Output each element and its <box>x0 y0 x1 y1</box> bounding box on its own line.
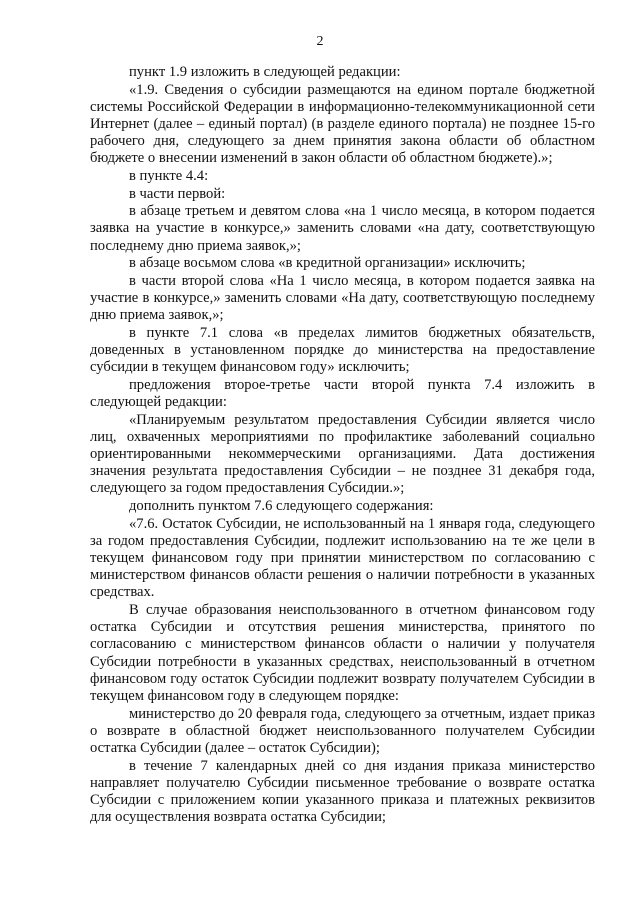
paragraph: в части первой: <box>129 185 226 202</box>
paragraph: «1.9. Сведения о субсидии размещаются на едином портале бюджетной системы Российской Федерации в информационно-телекоммуникационной сети Интернет (далее – единый портал) (в разделе единого портала) не позднее 15-го рабочего дня, следующего за днем принятия закона области об областном бюджете о внесении изменений в закон области об областном бюджете).»; <box>90 81 595 167</box>
document-body <box>90 64 595 827</box>
paragraph: в абзаце третьем и девятом слова «на 1 число месяца, в котором подается заявка на участие в конкурсе,» заменить словами «на дату, соответствующую последнему дню приема заявок,»; <box>90 203 595 254</box>
paragraph: В случае образования неиспользованного в отчетном финансовом году остатка Субсидии и отсутствия решения министерства, принятого по согласованию с министерством финансов области о наличии у получателя Субсидии потребности в указанных средствах, неиспользованный в отчетном финансовом году остаток Субсидии подлежит возврату получателем Субсидии в текущем финансовом году в следующем порядке: <box>90 601 595 704</box>
paragraph: предложения второе-третье части второй пункта 7.4 изложить в следующей редакции: <box>90 376 595 410</box>
paragraph: «Планируемым результатом предоставления Субсидии является число лиц, охваченных мероприятиями по профилактике заболеваний социально ориентированными некоммерческими организациями. Дата достижения значения результата предоставления Субсидии – не позднее 31 декабря года, следующего за годом предоставления Субсидии.»; <box>90 411 595 497</box>
page-number: 2 <box>316 34 324 49</box>
paragraph: в части второй слова «На 1 число месяца, в котором подается заявка на участие в конкурсе,» заменить словами «На дату, соответствующую последнему дню приема заявок,»; <box>90 272 595 324</box>
paragraph: пункт 1.9 изложить в следующей редакции: <box>129 64 401 80</box>
paragraph: в пункте 7.1 слова «в пределах лимитов бюджетных обязательств, доведенных в установленном порядке до министерства на предоставление субсидии в текущем финансовом году» исключить; <box>90 324 595 376</box>
paragraph: министерство до 20 февраля года, следующего за отчетным, издает приказ о возврате в областной бюджет неиспользованного получателем Субсидии остатка Субсидии (далее – остаток Субсидии); <box>90 705 595 756</box>
paragraph: в пункте 4.4: <box>129 168 209 184</box>
paragraph: «7.6. Остаток Субсидии, не использованный на 1 января года, следующего за годом предоставления Субсидии, подлежит использованию на те же цели в текущем финансовом году при принятии министерством по согласованию с министерством финансов области решения о наличии потребности в указанных средствах. <box>90 515 595 601</box>
paragraph: в течение 7 календарных дней со дня издания приказа министерство направляет получателю Субсидии письменное требование о возврате остатка Субсидии с приложением копии указанного приказа и платежных реквизитов для осуществления возврата остатка Субсидии; <box>90 757 595 826</box>
paragraph: дополнить пунктом 7.6 следующего содержания: <box>129 497 434 514</box>
paragraph: в абзаце восьмом слова «в кредитной организации» исключить; <box>129 255 526 272</box>
